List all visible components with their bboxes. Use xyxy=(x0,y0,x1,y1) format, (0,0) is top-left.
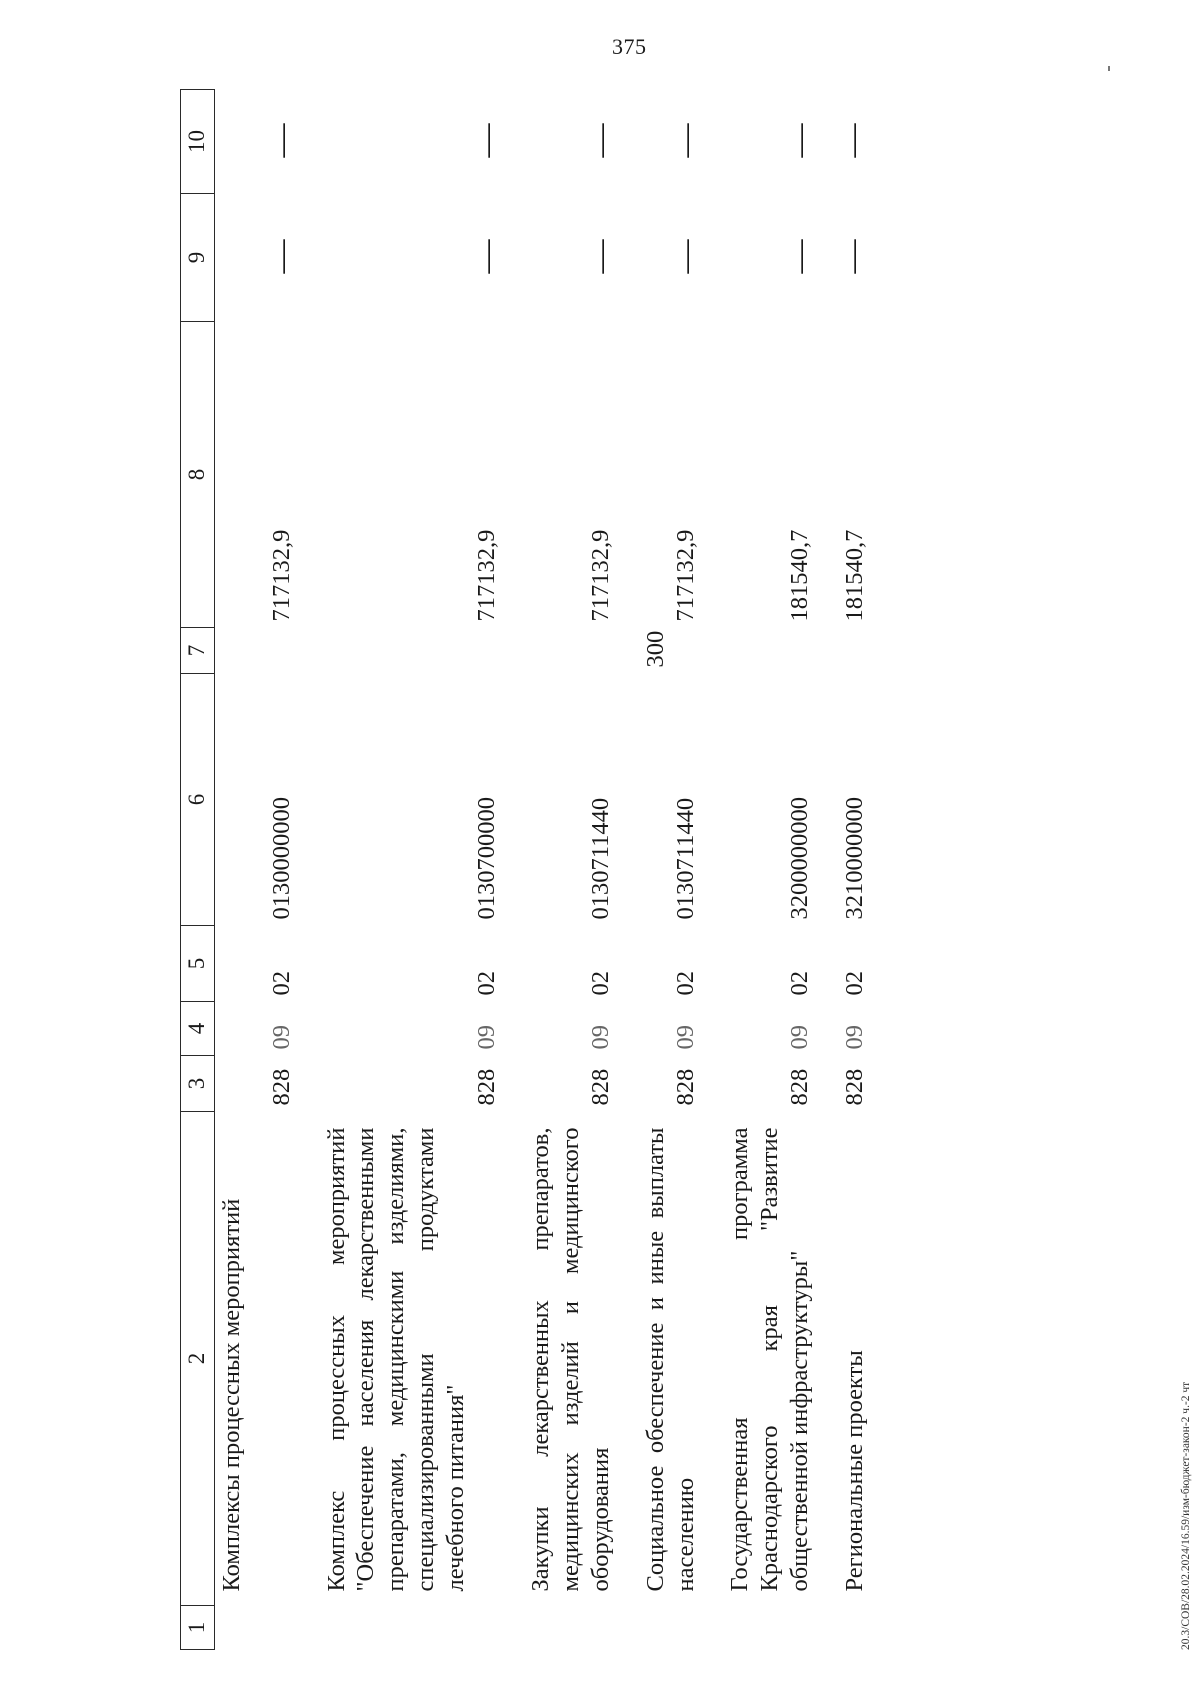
cell-col9: — xyxy=(666,239,704,274)
header-cell: 4 xyxy=(181,1002,215,1056)
table-row xyxy=(639,90,724,1650)
cell-col6: 3210000000 xyxy=(840,797,868,920)
cell-col3: 828 xyxy=(587,1068,615,1106)
cell-col6: 0130711440 xyxy=(587,797,615,920)
cell-col7 xyxy=(524,628,639,674)
rotated-table-region xyxy=(180,90,1180,1650)
header-cell: 7 xyxy=(181,628,215,674)
row-name: Закупки лекарственных препаратов, медицинских изделий и медицинского оборудования xyxy=(527,1127,614,1592)
cell-col5: 02 xyxy=(671,971,699,996)
cell-col3: 828 xyxy=(268,1068,295,1106)
table-row xyxy=(723,90,838,1650)
cell-col5: 02 xyxy=(587,971,615,996)
cell-col6: 0130000000 xyxy=(268,797,295,920)
cell-col8: 717132,9 xyxy=(671,529,699,622)
row-name: Социальное обеспечение и иные выплаты населению xyxy=(641,1127,699,1592)
header-cell: 6 xyxy=(181,674,215,926)
cell-col6: 3200000000 xyxy=(786,797,814,920)
cell-col9: — xyxy=(781,239,819,274)
header-cell: 3 xyxy=(181,1056,215,1112)
cell-col4: 09 xyxy=(786,1025,814,1050)
cell-col3: 828 xyxy=(671,1068,699,1106)
row-name: Комплекс процессных мероприятий "Обеспечение населения лекарственными препаратами, медицинскими изделиями, специализированными продуктами лечебного питания" xyxy=(322,1127,470,1592)
cell-col5: 02 xyxy=(268,971,295,996)
header-row xyxy=(181,90,215,1650)
cell-col9: — xyxy=(263,239,300,274)
cell-col3: 828 xyxy=(840,1068,868,1106)
table-row xyxy=(320,90,525,1650)
cell-col10: — xyxy=(582,123,620,158)
cell-col4: 09 xyxy=(671,1025,699,1050)
cell-col9: — xyxy=(582,239,620,274)
cell-col9: — xyxy=(833,239,871,274)
header-cell: 1 xyxy=(181,1606,215,1650)
cell-col10: — xyxy=(781,123,819,158)
cell-col7: 300 xyxy=(641,630,669,668)
header-cell: 10 xyxy=(181,90,215,194)
cell-col3: 828 xyxy=(786,1068,814,1106)
cell-col6: 0130711440 xyxy=(671,797,699,920)
cell-col7 xyxy=(320,628,525,674)
cell-col7 xyxy=(838,628,892,674)
cell-col9: — xyxy=(467,239,505,274)
table-row xyxy=(215,90,320,1650)
cell-col8: 717132,9 xyxy=(268,529,295,622)
cell-col7 xyxy=(215,628,320,674)
cell-col4: 09 xyxy=(268,1025,295,1050)
table-row xyxy=(838,90,892,1650)
cell-col7 xyxy=(723,628,838,674)
header-cell: 8 xyxy=(181,322,215,628)
header-cell: 5 xyxy=(181,926,215,1002)
cell-col10: — xyxy=(666,123,704,158)
cell-col10: — xyxy=(833,123,871,158)
cell-col4: 09 xyxy=(840,1025,868,1050)
cell-col6: 0130700000 xyxy=(472,797,500,920)
table-row xyxy=(524,90,639,1650)
header-cell: 9 xyxy=(181,194,215,322)
cell-col8: 181540,7 xyxy=(840,529,868,622)
cell-col10: — xyxy=(263,123,300,158)
cell-col4: 09 xyxy=(587,1025,615,1050)
page-number: 375 xyxy=(612,34,647,59)
cell-col8: 717132,9 xyxy=(587,529,615,622)
row-name: Комплексы процессных мероприятий xyxy=(218,1198,245,1592)
row-name: Государственная программа Краснодарского края "Развитие общественной инфраструктуры" xyxy=(726,1127,814,1592)
cell-col5: 02 xyxy=(786,971,814,996)
cell-col5: 02 xyxy=(840,971,868,996)
header-cell: 2 xyxy=(181,1112,215,1606)
row-name: Региональные проекты xyxy=(840,1350,868,1592)
cell-col8: 181540,7 xyxy=(786,529,814,622)
cell-col8: 717132,9 xyxy=(472,529,500,622)
cell-col10: — xyxy=(467,123,505,158)
budget-table xyxy=(180,89,892,1650)
scan-speck xyxy=(1108,66,1110,71)
cell-col4: 09 xyxy=(472,1025,500,1050)
cell-col5: 02 xyxy=(472,971,500,996)
cell-col3: 828 xyxy=(472,1068,500,1106)
document-code: 20.3/СОВ/28.02.2024/16.59/изм-бюджет-закон-2 ч.-2 чт xyxy=(1180,1381,1192,1650)
